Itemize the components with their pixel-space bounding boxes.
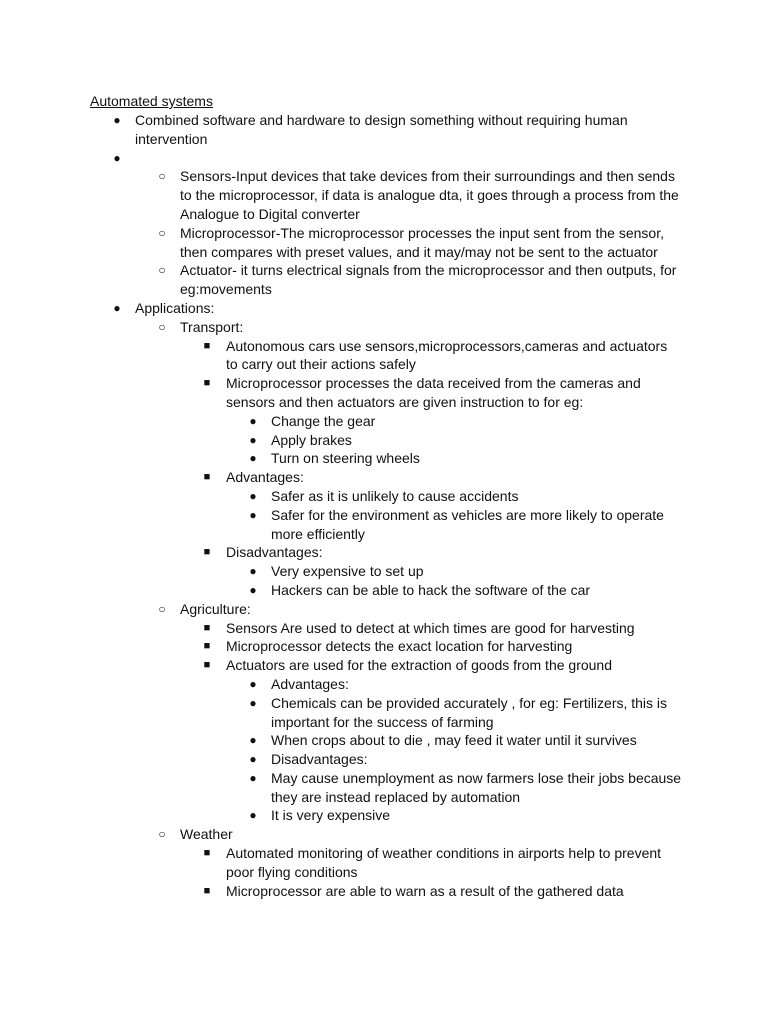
bullet-marker: ● [249,808,257,823]
list-item-text: Agriculture: [180,600,251,617]
list-item-text: Very expensive to set up [271,563,424,580]
list-item-text: Applications: [135,299,215,316]
bullet-marker: ○ [158,169,166,184]
bullet-list [0,111,768,900]
bullet-marker: ● [249,770,257,785]
list-item-text: May cause unemployment as now farmers lose their jobs because they are instead replaced by automation [271,769,682,805]
list-item-text: Sensors Are used to detect at which times are good for harvesting [226,619,635,636]
list-item-text: Autonomous cars use sensors,microprocessors,cameras and actuators to carry out their actions safely [226,337,668,373]
list-item-text: Chemicals can be provided accurately , for eg: Fertilizers, this is important for the success of farming [271,694,668,730]
bullet-marker: ○ [158,263,166,278]
list-item-text: Turn on steering wheels [271,450,420,467]
list-item [0,882,768,901]
bullet-marker: ● [113,113,121,127]
document-title: Automated systems [90,93,213,109]
list-item [0,675,768,694]
list-item-text: Advantages: [271,675,349,692]
list-item-text: Advantages: [226,469,304,486]
list-item-text: Combined software and hardware to design something without requiring human intervention [135,112,628,147]
bullet-marker: ● [249,752,257,767]
list-item [0,337,768,375]
list-item [0,656,768,675]
bullet-marker: ● [249,507,257,522]
list-item [0,825,768,844]
list-item [0,637,768,656]
bullet-marker: ■ [203,621,211,634]
bullet-marker: ● [249,564,257,579]
list-item [0,111,768,149]
bullet-marker: ○ [158,225,166,240]
bullet-marker: ■ [203,546,211,559]
bullet-marker: ■ [203,847,211,860]
list-item [0,844,768,882]
bullet-marker: ○ [158,827,166,842]
bullet-marker: ○ [158,601,166,616]
list-item [0,694,768,732]
list-item [0,318,768,337]
list-item-text: It is very expensive [271,807,391,824]
list-item-text: Transport: [180,318,244,335]
list-item-text: Actuators are used for the extraction of goods from the ground [226,657,612,674]
bullet-marker: ● [249,432,257,447]
bullet-marker: ● [249,733,257,748]
list-item-text: Actuator- it turns electrical signals from the microprocessor and then outputs, for eg:movements [180,262,677,298]
bullet-marker: ■ [203,377,211,390]
bullet-marker: ○ [158,319,166,334]
list-item-text: When crops about to die , may feed it water until it survives [271,732,637,749]
list-item-text: Safer as it is unlikely to cause accidents [271,487,519,504]
list-item [0,750,768,769]
bullet-marker: ● [249,413,257,428]
list-item-text: Microprocessor are able to warn as a result of the gathered data [226,882,624,899]
bullet-marker: ● [113,300,121,315]
list-item [0,562,768,581]
bullet-marker: ■ [203,659,211,672]
list-item-text: Automated monitoring of weather conditions in airports help to prevent poor flying conditions [226,845,662,880]
list-item [0,149,768,168]
list-item [0,167,768,223]
list-item [0,506,768,544]
list-item-text: Microprocessor processes the data received from the cameras and sensors and then actuators are given instruction to for eg: [226,375,641,410]
list-item [0,261,768,299]
list-item [0,581,768,600]
bullet-marker: ■ [203,471,211,484]
bullet-marker: ● [249,488,257,503]
list-item-text: Apply brakes [271,431,352,448]
list-item [0,731,768,750]
list-item [0,468,768,487]
list-item-text: Disadvantages: [271,751,368,768]
bullet-marker: ● [249,695,257,710]
list-item [0,224,768,262]
list-item [0,449,768,468]
list-item [0,374,768,412]
list-item-text [135,149,655,168]
bullet-marker: ● [113,150,121,165]
bullet-marker: ● [249,676,257,691]
list-item-text: Change the gear [271,412,376,429]
list-item-text: Disadvantages: [226,544,323,561]
bullet-marker: ● [249,451,257,466]
bullet-marker: ■ [203,640,211,653]
list-item [0,487,768,506]
list-item [0,412,768,431]
bullet-marker: ● [249,582,257,597]
list-item-text: Microprocessor detects the exact location for harvesting [226,638,573,655]
list-item-text: Weather [180,826,233,843]
list-item [0,543,768,562]
bullet-marker: ■ [203,884,211,897]
list-item-text: Hackers can be able to hack the software of the car [271,581,591,598]
list-item-text: Sensors-Input devices that take devices from their surroundings and then sends to the microprocessor, if data is analogue dta, it goes through a process from the Analogue to Digital converter [180,168,679,222]
list-item [0,431,768,450]
list-item [0,619,768,638]
list-item [0,769,768,807]
list-item [0,600,768,619]
list-item [0,299,768,318]
list-item-text: Safer for the environment as vehicles are more likely to operate more efficiently [271,506,664,542]
list-item [0,806,768,825]
bullet-marker: ■ [203,339,211,352]
list-item-text: Microprocessor-The microprocessor processes the input sent from the sensor, then compares with preset values, and it may/may not be sent to the actuator [180,224,664,260]
